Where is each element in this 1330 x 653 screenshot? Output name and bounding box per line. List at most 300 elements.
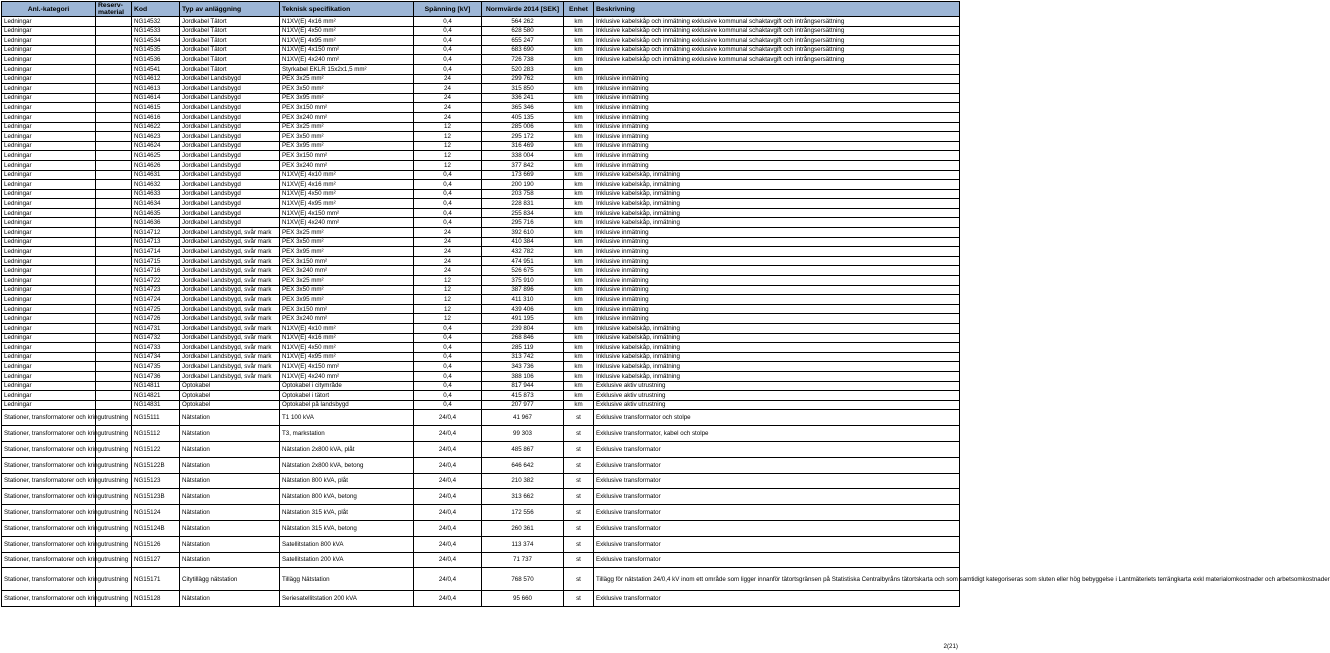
cell-tech-spec: T3, markstation: [280, 426, 414, 442]
table-header: [2, 2, 960, 17]
table-row: [2, 151, 960, 161]
table-row: [2, 17, 960, 27]
cell-reserve-material: [96, 17, 132, 27]
cell-voltage: 0,4: [414, 352, 482, 362]
cell-tech-spec: N1XV(E) 4x95 mm²: [280, 199, 414, 209]
cell-type: Jordkabel Landsbygd, svår mark: [180, 324, 280, 334]
cell-category: Ledningar: [2, 84, 96, 94]
cell-description: Inklusive inmätning: [594, 295, 960, 305]
cell-type: Nätstation: [180, 489, 280, 505]
cell-description: Exklusive transformator, kabel och stolpe: [594, 426, 960, 442]
cell-norm-value: 405 135: [482, 112, 564, 122]
cell-tech-spec: Optokabel i citymråde: [280, 381, 414, 391]
cell-tech-spec: PEX 3x25 mm²: [280, 228, 414, 238]
cell-voltage: 0,4: [414, 208, 482, 218]
cell-category: Stationer, transformatorer och kringutrustning: [2, 441, 96, 457]
cell-category: Ledningar: [2, 247, 96, 257]
cell-norm-value: 41 967: [482, 410, 564, 426]
cell-norm-value: 255 834: [482, 208, 564, 218]
cell-description: Inklusive inmätning: [594, 266, 960, 276]
cell-unit: km: [564, 122, 594, 132]
cell-voltage: 24/0,4: [414, 536, 482, 552]
cell-category: Ledningar: [2, 228, 96, 238]
table-row: [2, 160, 960, 170]
cell-unit: st: [564, 536, 594, 552]
cell-voltage: 0,4: [414, 391, 482, 401]
cell-reserve-material: [96, 26, 132, 36]
cell-description: Inklusive kabelskåp, inmätning: [594, 208, 960, 218]
cell-code: NG15123: [132, 473, 180, 489]
header-voltage: Spänning [kV]: [414, 2, 482, 17]
cell-category: Ledningar: [2, 103, 96, 113]
table-row: [2, 371, 960, 381]
cell-description: Inklusive inmätning: [594, 247, 960, 257]
cell-code: NG14631: [132, 170, 180, 180]
cell-code: NG14732: [132, 333, 180, 343]
cell-norm-value: 365 346: [482, 103, 564, 113]
cell-category: Ledningar: [2, 55, 96, 65]
cell-type: Nätstation: [180, 457, 280, 473]
table-row: [2, 93, 960, 103]
cell-code: NG14735: [132, 362, 180, 372]
cell-description: [594, 64, 960, 74]
cell-voltage: 0,4: [414, 36, 482, 46]
cell-category: Ledningar: [2, 304, 96, 314]
cell-category: Ledningar: [2, 64, 96, 74]
cell-code: NG14724: [132, 295, 180, 305]
cell-norm-value: 95 660: [482, 591, 564, 607]
cell-voltage: 0,4: [414, 170, 482, 180]
table-row: [2, 591, 960, 607]
cell-code: NG14532: [132, 17, 180, 27]
cell-unit: km: [564, 304, 594, 314]
cell-code: NG14733: [132, 343, 180, 353]
cell-unit: km: [564, 295, 594, 305]
cell-description: Exklusive transformator: [594, 520, 960, 536]
cell-voltage: 0,4: [414, 343, 482, 353]
cell-category: Ledningar: [2, 343, 96, 353]
cell-category: Stationer, transformatorer och kringutrustning: [2, 473, 96, 489]
cell-voltage: 0,4: [414, 55, 482, 65]
cell-unit: st: [564, 591, 594, 607]
cell-tech-spec: Optokabel på landsbygd: [280, 400, 414, 410]
cell-code: NG15111: [132, 410, 180, 426]
cell-reserve-material: [96, 266, 132, 276]
table-row: [2, 552, 960, 568]
header-description: Beskrivning: [594, 2, 960, 17]
cell-type: Jordkabel Tätort: [180, 45, 280, 55]
cell-norm-value: 200 190: [482, 180, 564, 190]
table-row: [2, 189, 960, 199]
cell-norm-value: 375 910: [482, 276, 564, 286]
cell-description: Inklusive kabelskåp, inmätning: [594, 180, 960, 190]
cell-unit: km: [564, 151, 594, 161]
cell-unit: st: [564, 441, 594, 457]
cell-reserve-material: [96, 64, 132, 74]
cell-reserve-material: [96, 180, 132, 190]
cell-type: Nätstation: [180, 473, 280, 489]
cell-code: NG15122B: [132, 457, 180, 473]
cell-code: NG15124B: [132, 520, 180, 536]
cell-unit: km: [564, 247, 594, 257]
cell-norm-value: 377 842: [482, 160, 564, 170]
cell-type: Jordkabel Landsbygd: [180, 93, 280, 103]
cell-category: Ledningar: [2, 141, 96, 151]
cell-code: NG14612: [132, 74, 180, 84]
cell-type: Jordkabel Landsbygd: [180, 151, 280, 161]
cell-code: NG14634: [132, 199, 180, 209]
cell-description: Exklusive transformator: [594, 536, 960, 552]
table-row: [2, 122, 960, 132]
cell-reserve-material: [96, 247, 132, 257]
cell-voltage: 0,4: [414, 180, 482, 190]
cell-tech-spec: PEX 3x240 mm²: [280, 112, 414, 122]
table-body: [2, 17, 1330, 607]
cell-voltage: 12: [414, 304, 482, 314]
cell-norm-value: 410 384: [482, 237, 564, 247]
cell-category: Ledningar: [2, 371, 96, 381]
cell-type: Optokabel: [180, 400, 280, 410]
table-row: [2, 170, 960, 180]
cell-type: Jordkabel Landsbygd: [180, 189, 280, 199]
cell-type: Jordkabel Landsbygd: [180, 141, 280, 151]
cell-unit: km: [564, 103, 594, 113]
cell-category: Ledningar: [2, 170, 96, 180]
cell-reserve-material: [96, 189, 132, 199]
cell-tech-spec: Nätstation 800 kVA, betong: [280, 489, 414, 505]
cell-code: NG14715: [132, 256, 180, 266]
table-row: [2, 295, 960, 305]
cell-category: Ledningar: [2, 112, 96, 122]
cell-category: Ledningar: [2, 218, 96, 228]
cell-unit: km: [564, 276, 594, 286]
cell-category: Ledningar: [2, 266, 96, 276]
cell-type: Jordkabel Landsbygd, svår mark: [180, 237, 280, 247]
cell-code: NG14712: [132, 228, 180, 238]
cell-description: Exklusive transformator och stolpe: [594, 410, 960, 426]
cell-voltage: 0,4: [414, 381, 482, 391]
cell-unit: st: [564, 457, 594, 473]
cell-voltage: 12: [414, 295, 482, 305]
cell-code: NG14536: [132, 55, 180, 65]
cell-tech-spec: Satellitstation 800 kVA: [280, 536, 414, 552]
cell-voltage: 24/0,4: [414, 552, 482, 568]
cell-type: Jordkabel Landsbygd, svår mark: [180, 314, 280, 324]
cell-voltage: 0,4: [414, 371, 482, 381]
cell-category: Ledningar: [2, 74, 96, 84]
cell-reserve-material: [96, 36, 132, 46]
cell-category: Ledningar: [2, 333, 96, 343]
cell-norm-value: 432 782: [482, 247, 564, 257]
cell-norm-value: 485 867: [482, 441, 564, 457]
cell-voltage: 0,4: [414, 189, 482, 199]
cell-tech-spec: N1XV(E) 4x240 mm²: [280, 371, 414, 381]
cell-unit: st: [564, 568, 594, 591]
cell-type: Jordkabel Landsbygd: [180, 218, 280, 228]
cell-type: Jordkabel Landsbygd, svår mark: [180, 247, 280, 257]
cell-category: Ledningar: [2, 352, 96, 362]
cell-description: Exklusive transformator: [594, 591, 960, 607]
cell-tech-spec: Nätstation 2x800 kVA, plåt: [280, 441, 414, 457]
cell-type: Nätstation: [180, 552, 280, 568]
cell-norm-value: 628 580: [482, 26, 564, 36]
cell-description: Inklusive inmätning: [594, 160, 960, 170]
table-row: [2, 112, 960, 122]
cell-type: Jordkabel Landsbygd, svår mark: [180, 371, 280, 381]
cell-type: Jordkabel Landsbygd, svår mark: [180, 352, 280, 362]
cell-category: Stationer, transformatorer och kringutrustning: [2, 426, 96, 442]
cell-norm-value: 526 675: [482, 266, 564, 276]
cell-voltage: 12: [414, 314, 482, 324]
cell-tech-spec: PEX 3x95 mm²: [280, 247, 414, 257]
cell-voltage: 24: [414, 93, 482, 103]
cell-category: Ledningar: [2, 324, 96, 334]
cell-description: Inklusive inmätning: [594, 84, 960, 94]
cell-code: NG14632: [132, 180, 180, 190]
table-row: [2, 489, 960, 505]
cell-voltage: 0,4: [414, 64, 482, 74]
cell-description: Exklusive transformator: [594, 489, 960, 505]
cell-reserve-material: [96, 324, 132, 334]
cell-reserve-material: [96, 228, 132, 238]
cell-tech-spec: PEX 3x50 mm²: [280, 84, 414, 94]
cell-category: Ledningar: [2, 45, 96, 55]
cell-type: Nätstation: [180, 591, 280, 607]
cell-voltage: 24: [414, 256, 482, 266]
cell-type: Jordkabel Landsbygd: [180, 74, 280, 84]
cell-category: Ledningar: [2, 237, 96, 247]
cell-reserve-material: [96, 84, 132, 94]
cell-category: Ledningar: [2, 17, 96, 27]
table-row: [2, 352, 960, 362]
cell-voltage: 12: [414, 151, 482, 161]
cell-type: Jordkabel Landsbygd, svår mark: [180, 266, 280, 276]
cell-type: Nätstation: [180, 536, 280, 552]
cell-category: Stationer, transformatorer och kringutrustning: [2, 410, 96, 426]
cell-voltage: 24: [414, 74, 482, 84]
cell-description: Exklusive transformator: [594, 457, 960, 473]
cell-tech-spec: Satellitstation 200 kVA: [280, 552, 414, 568]
cell-type: Jordkabel Tätort: [180, 55, 280, 65]
cell-description: Inklusive kabelskåp, inmätning: [594, 352, 960, 362]
cell-category: Ledningar: [2, 160, 96, 170]
table-row: [2, 103, 960, 113]
cell-tech-spec: PEX 3x50 mm²: [280, 237, 414, 247]
cell-code: NG14533: [132, 26, 180, 36]
cell-category: Ledningar: [2, 180, 96, 190]
cell-description: Inklusive kabelskåp och inmätning exklusive kommunal schaktavgift och intrångsersättning: [594, 55, 960, 65]
table-row: [2, 391, 960, 401]
cell-reserve-material: [96, 256, 132, 266]
cell-unit: km: [564, 17, 594, 27]
cell-tech-spec: N1XV(E) 4x150 mm²: [280, 362, 414, 372]
cell-tech-spec: N1XV(E) 4x150 mm²: [280, 45, 414, 55]
cell-category: Ledningar: [2, 391, 96, 401]
cell-type: Jordkabel Landsbygd: [180, 160, 280, 170]
cell-description: Inklusive inmätning: [594, 237, 960, 247]
cell-tech-spec: N1XV(E) 4x10 mm²: [280, 170, 414, 180]
cell-type: Jordkabel Tätort: [180, 36, 280, 46]
cell-norm-value: 207 977: [482, 400, 564, 410]
cell-voltage: 24: [414, 247, 482, 257]
cell-code: NG14736: [132, 371, 180, 381]
cell-unit: km: [564, 352, 594, 362]
cell-tech-spec: PEX 3x25 mm²: [280, 74, 414, 84]
table-row: [2, 247, 960, 257]
cell-tech-spec: PEX 3x25 mm²: [280, 122, 414, 132]
cell-reserve-material: [96, 333, 132, 343]
cell-reserve-material: [96, 391, 132, 401]
table-row: [2, 520, 960, 536]
cell-unit: km: [564, 55, 594, 65]
cell-unit: st: [564, 520, 594, 536]
cell-norm-value: 439 406: [482, 304, 564, 314]
cell-code: NG15127: [132, 552, 180, 568]
cell-tech-spec: N1XV(E) 4x150 mm²: [280, 208, 414, 218]
cell-category: Ledningar: [2, 36, 96, 46]
cell-description: Inklusive inmätning: [594, 132, 960, 142]
cell-norm-value: 338 004: [482, 151, 564, 161]
cell-unit: km: [564, 314, 594, 324]
cell-code: NG14535: [132, 45, 180, 55]
cell-reserve-material: [96, 103, 132, 113]
cell-tech-spec: PEX 3x150 mm²: [280, 256, 414, 266]
cell-voltage: 0,4: [414, 199, 482, 209]
cell-category: Ledningar: [2, 132, 96, 142]
cell-description: Exklusive transformator: [594, 552, 960, 568]
cell-unit: km: [564, 256, 594, 266]
cell-description: Tillägg för nätstation 24/0,4 kV inom ett område som ligger innanför tätortsgränsen på Statistiska Centralbyråns tätortskarta och som samtidigt kategoriseras som sluten eller hög bebyggelse i Lantmäteriets terrängkarta exkl materialomkostnader och arbetsomkostnader: [594, 568, 960, 591]
cell-description: Inklusive inmätning: [594, 122, 960, 132]
cell-code: NG14716: [132, 266, 180, 276]
cell-code: NG15122: [132, 441, 180, 457]
cell-voltage: 24/0,4: [414, 520, 482, 536]
cell-norm-value: 343 736: [482, 362, 564, 372]
cell-norm-value: 228 831: [482, 199, 564, 209]
cell-reserve-material: [96, 55, 132, 65]
table-row: [2, 228, 960, 238]
cell-unit: km: [564, 218, 594, 228]
cell-type: Citytillägg nätstation: [180, 568, 280, 591]
cell-category: Stationer, transformatorer och kringutrustning: [2, 489, 96, 505]
cell-reserve-material: [96, 74, 132, 84]
table-row: [2, 141, 960, 151]
cell-norm-value: 646 642: [482, 457, 564, 473]
cell-description: Inklusive inmätning: [594, 276, 960, 286]
header-type: Typ av anläggning: [180, 2, 280, 17]
cell-reserve-material: [96, 343, 132, 353]
cell-norm-value: 203 758: [482, 189, 564, 199]
table-row: [2, 199, 960, 209]
cell-norm-value: 99 303: [482, 426, 564, 442]
table-row: [2, 473, 960, 489]
cell-norm-value: 388 106: [482, 371, 564, 381]
header-code: Kod: [132, 2, 180, 17]
cell-code: NG15123B: [132, 489, 180, 505]
cell-voltage: 24/0,4: [414, 441, 482, 457]
cell-norm-value: 295 716: [482, 218, 564, 228]
cell-type: Jordkabel Landsbygd, svår mark: [180, 295, 280, 305]
cell-description: Inklusive inmätning: [594, 93, 960, 103]
table-row: [2, 304, 960, 314]
table-row: [2, 457, 960, 473]
cell-norm-value: 474 951: [482, 256, 564, 266]
cell-code: NG14622: [132, 122, 180, 132]
cell-unit: km: [564, 180, 594, 190]
cell-tech-spec: PEX 3x240 mm²: [280, 314, 414, 324]
cell-tech-spec: N1XV(E) 4x16 mm²: [280, 17, 414, 27]
cell-norm-value: 71 737: [482, 552, 564, 568]
cell-reserve-material: [96, 122, 132, 132]
cell-type: Jordkabel Landsbygd, svår mark: [180, 343, 280, 353]
cell-type: Jordkabel Landsbygd, svår mark: [180, 333, 280, 343]
cell-code: NG14831: [132, 400, 180, 410]
cell-description: Inklusive kabelskåp, inmätning: [594, 324, 960, 334]
cell-code: NG14723: [132, 285, 180, 295]
cell-voltage: 12: [414, 285, 482, 295]
cell-norm-value: 392 610: [482, 228, 564, 238]
cell-unit: km: [564, 74, 594, 84]
header-tech-spec: Teknisk specifikation: [280, 2, 414, 17]
cell-description: Inklusive inmätning: [594, 141, 960, 151]
cell-unit: km: [564, 64, 594, 74]
cell-description: Inklusive inmätning: [594, 314, 960, 324]
cell-reserve-material: [96, 93, 132, 103]
cell-norm-value: 683 690: [482, 45, 564, 55]
cell-norm-value: 313 662: [482, 489, 564, 505]
cell-tech-spec: Tillägg Nätstation: [280, 568, 414, 591]
cell-tech-spec: PEX 3x240 mm²: [280, 160, 414, 170]
cell-unit: km: [564, 324, 594, 334]
cell-code: NG14636: [132, 218, 180, 228]
cell-code: NG14725: [132, 304, 180, 314]
cell-code: NG14534: [132, 36, 180, 46]
cell-unit: st: [564, 552, 594, 568]
cell-unit: km: [564, 285, 594, 295]
cell-description: Exklusive aktiv utrustning: [594, 381, 960, 391]
cell-voltage: 24: [414, 228, 482, 238]
cell-description: Exklusive aktiv utrustning: [594, 400, 960, 410]
cell-type: Nätstation: [180, 505, 280, 521]
cell-voltage: 12: [414, 122, 482, 132]
cell-norm-value: 564 262: [482, 17, 564, 27]
cell-unit: km: [564, 343, 594, 353]
cell-tech-spec: PEX 3x95 mm²: [280, 93, 414, 103]
cell-type: Nätstation: [180, 426, 280, 442]
cell-norm-value: 491 195: [482, 314, 564, 324]
cell-type: Jordkabel Landsbygd, svår mark: [180, 362, 280, 372]
header-reserve-material: Reserv-material: [96, 2, 132, 17]
cell-category: Ledningar: [2, 122, 96, 132]
cell-reserve-material: [96, 362, 132, 372]
cell-type: Jordkabel Landsbygd, svår mark: [180, 304, 280, 314]
table-row: [2, 64, 960, 74]
cell-description: Inklusive kabelskåp, inmätning: [594, 170, 960, 180]
cell-category: Stationer, transformatorer och kringutrustning: [2, 591, 96, 607]
cell-tech-spec: N1XV(E) 4x95 mm²: [280, 352, 414, 362]
cell-unit: st: [564, 505, 594, 521]
cell-norm-value: 817 944: [482, 381, 564, 391]
cell-code: NG15171: [132, 568, 180, 591]
cell-tech-spec: N1XV(E) 4x50 mm²: [280, 26, 414, 36]
cell-code: NG14633: [132, 189, 180, 199]
cell-unit: km: [564, 189, 594, 199]
cell-category: Stationer, transformatorer och kringutrustning: [2, 552, 96, 568]
cell-reserve-material: [96, 132, 132, 142]
cell-type: Jordkabel Landsbygd: [180, 132, 280, 142]
cell-code: NG14613: [132, 84, 180, 94]
cell-norm-value: 315 850: [482, 84, 564, 94]
